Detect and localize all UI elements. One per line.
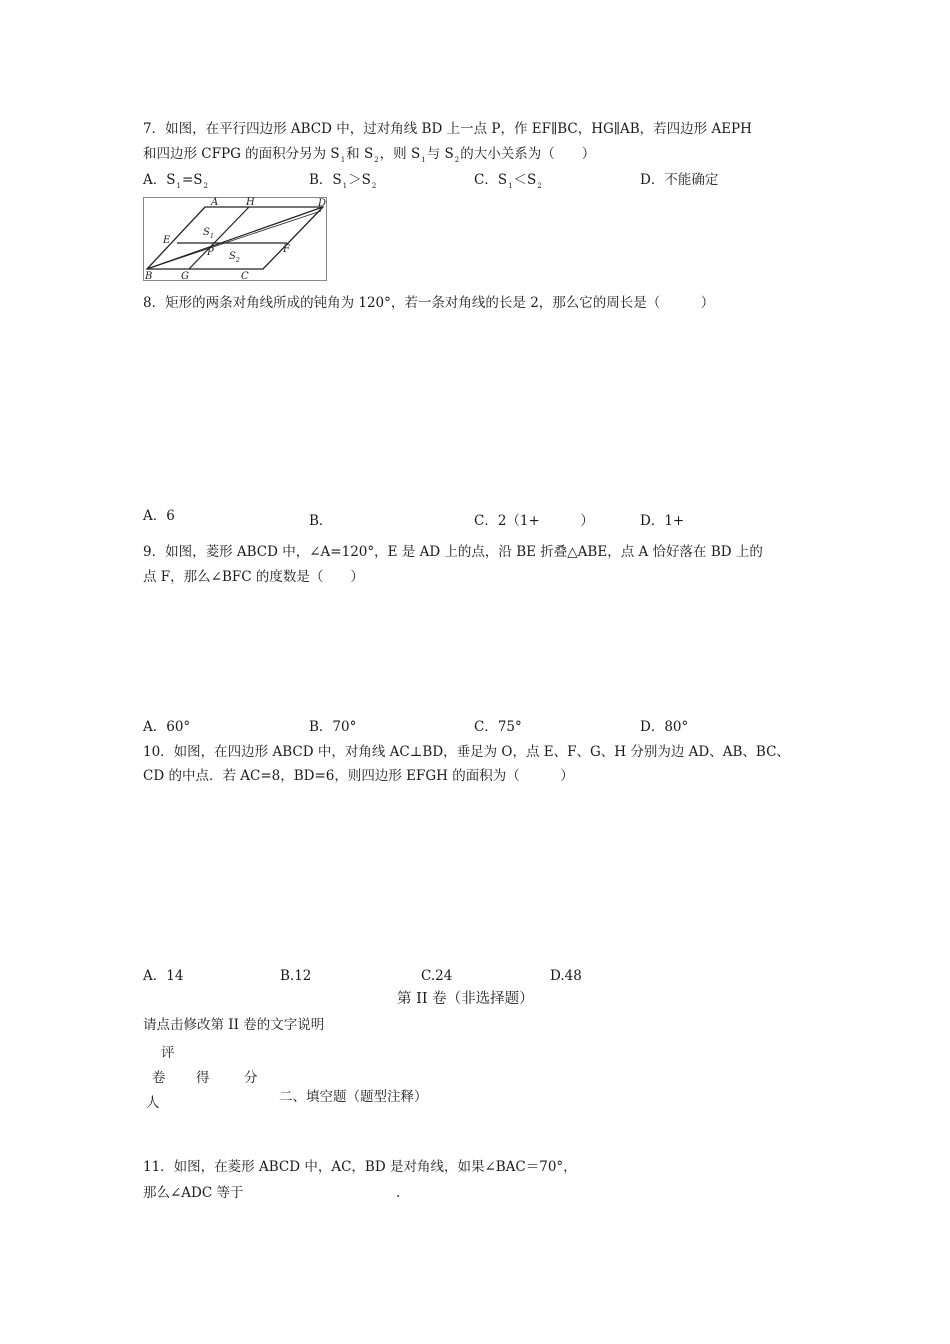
figure-border bbox=[144, 198, 327, 281]
label-d: D bbox=[318, 198, 327, 209]
section2-heading: 二、填空题（题型注释） bbox=[279, 1089, 428, 1105]
label-s1-sub: 1 bbox=[210, 233, 214, 240]
q8-option-a[interactable]: A．6 bbox=[143, 508, 175, 524]
grader-char-fen: 分 bbox=[244, 1070, 258, 1086]
q10-stem-line2: CD 的中点．若 AC=8，BD=6，则四边形 EFGH 的面积为（ ） bbox=[143, 768, 574, 784]
q7-option-d[interactable]: D．不能确定 bbox=[640, 172, 719, 188]
section2-title: 第 II 卷（非选择题） bbox=[397, 991, 534, 1007]
grader-char-ping: 评 bbox=[161, 1045, 175, 1061]
q9-option-b[interactable]: B．70° bbox=[309, 719, 357, 735]
q10-option-d[interactable]: D.48 bbox=[550, 968, 582, 984]
q8-option-c[interactable]: C．2（1+ ） bbox=[474, 513, 594, 529]
q8-stem: 8．矩形的两条对角线所成的钝角为 120°，若一条对角线的长是 2，那么它的周长是（ ） bbox=[143, 295, 715, 311]
grader-char-juan: 卷 bbox=[152, 1070, 166, 1086]
q10-option-c[interactable]: C.24 bbox=[421, 968, 453, 984]
label-s2-sub: 2 bbox=[236, 257, 240, 264]
q7-option-c[interactable]: C．$S_1<S_2$ bbox=[474, 172, 542, 190]
q9-option-a[interactable]: A．60° bbox=[143, 719, 191, 735]
q8-option-d[interactable]: D．1+ bbox=[640, 513, 685, 529]
q11-stem-line2: 那么∠ADC 等于 bbox=[143, 1185, 244, 1201]
q11-blank-period: . bbox=[396, 1185, 401, 1201]
q7-option-a[interactable]: A．$S_1=S_2$ bbox=[143, 172, 208, 190]
label-g: G bbox=[181, 271, 189, 281]
grader-char-de: 得 bbox=[196, 1070, 210, 1086]
q11-stem-line1: 11．如图，在菱形 ABCD 中，AC，BD 是对角线，如果∠BAC＝70°， bbox=[143, 1159, 577, 1175]
label-s2: S bbox=[229, 251, 236, 262]
q7-parallelogram-figure bbox=[143, 197, 328, 281]
label-s1: S bbox=[203, 227, 210, 238]
q7-option-b[interactable]: B．$S_1>S_2$ bbox=[309, 172, 377, 190]
q8-option-b[interactable]: B． bbox=[309, 513, 333, 529]
q10-stem-line1: 10．如图，在四边形 ABCD 中，对角线 AC⊥BD，垂足为 O，点 E、F、G、H 分别为边 AD、AB、BC、 bbox=[143, 744, 790, 760]
label-a: A bbox=[211, 197, 219, 208]
grader-char-ren: 人 bbox=[146, 1095, 160, 1111]
label-h: H bbox=[246, 197, 255, 208]
section2-note[interactable]: 请点击修改第 II 卷的文字说明 bbox=[143, 1017, 325, 1033]
q10-option-a[interactable]: A．14 bbox=[143, 968, 184, 984]
label-e: E bbox=[163, 235, 171, 246]
label-b: B bbox=[145, 271, 153, 281]
q10-option-b[interactable]: B.12 bbox=[280, 968, 312, 984]
q7-stem-line2: 和四边形 CFPG 的面积分另为 $S_1$和 $S_2$，则 $S_1$与 $S_2$的大小关系为（ ） bbox=[143, 146, 596, 164]
q9-stem-line2: 点 F，那么∠BFC 的度数是（ ） bbox=[143, 569, 364, 585]
q7-stem-line1: 7．如图，在平行四边形 ABCD 中，过对角线 BD 上一点 P，作 EF∥BC，HG∥AB，若四边形 AEPH bbox=[143, 121, 752, 137]
label-c: C bbox=[241, 271, 249, 281]
q7-figure-svg bbox=[143, 197, 328, 281]
q9-option-c[interactable]: C．75° bbox=[474, 719, 522, 735]
label-f: F bbox=[283, 244, 290, 255]
q9-stem-line1: 9．如图，菱形 ABCD 中，∠A=120°，E 是 AD 上的点，沿 BE 折叠△ABE，点 A 恰好落在 BD 上的 bbox=[143, 544, 763, 560]
q9-option-d[interactable]: D．80° bbox=[640, 719, 689, 735]
label-p: P bbox=[207, 247, 214, 258]
